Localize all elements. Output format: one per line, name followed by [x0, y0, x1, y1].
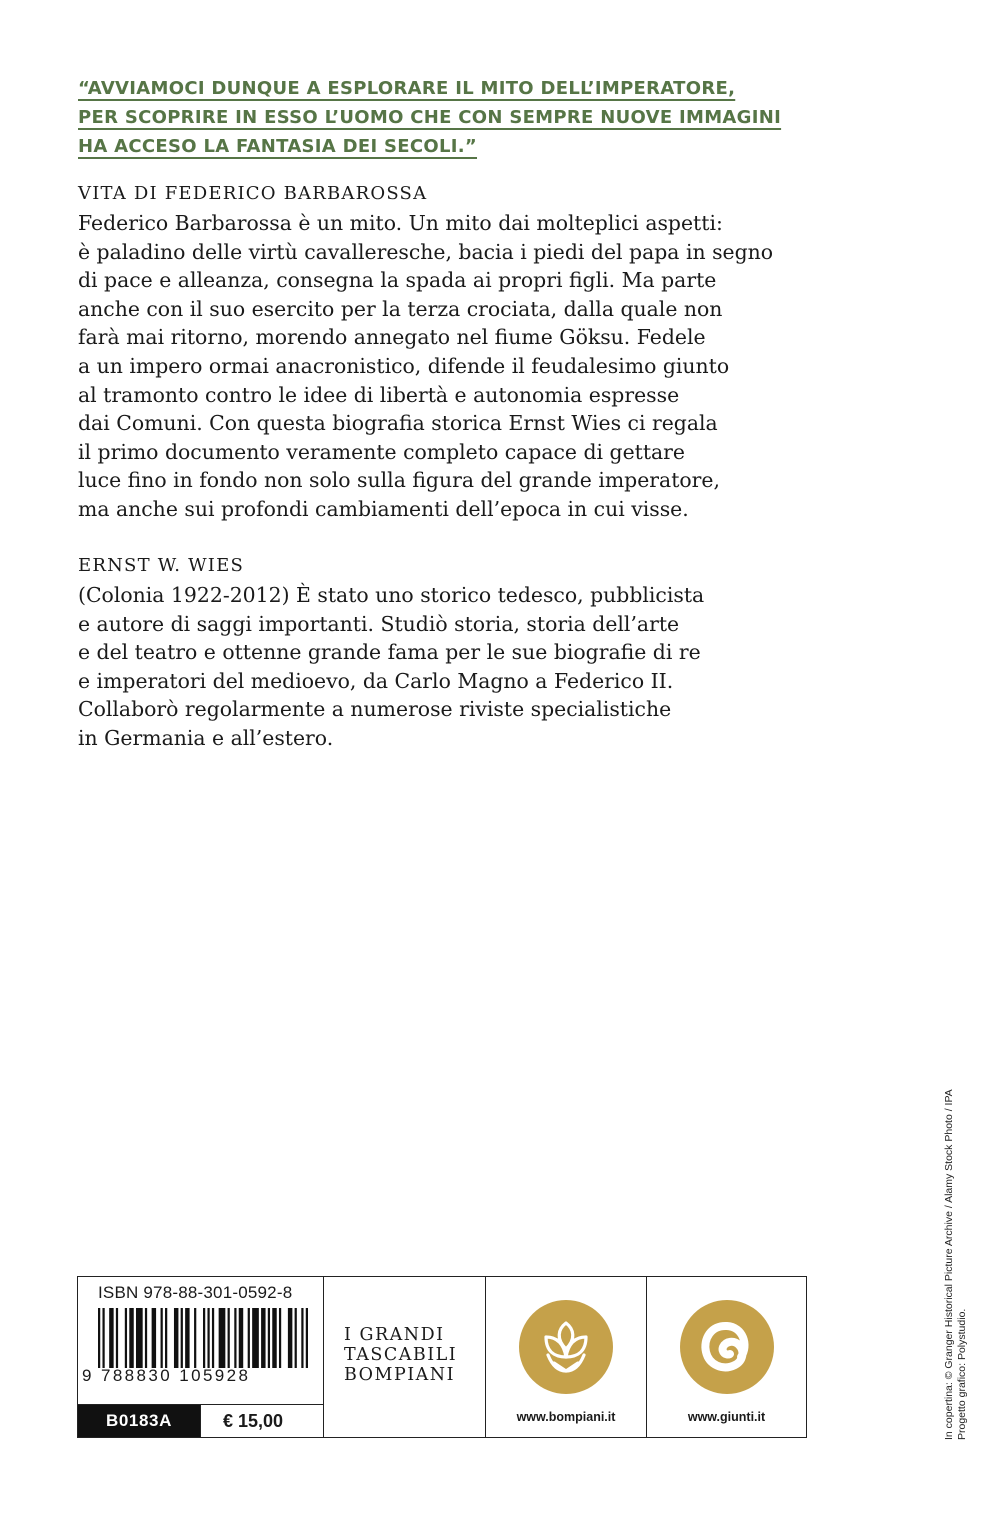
series-line: BOMPIANI [344, 1365, 456, 1385]
barcode-icon [98, 1308, 308, 1368]
lotus-flower-icon [518, 1299, 614, 1395]
bio-line: in Germania e all’estero. [78, 725, 334, 750]
blurb-line: il primo documento veramente completo capace di gettare [78, 439, 685, 464]
blurb-line: al tramonto contro le idee di libertà e autonomia espresse [78, 382, 680, 407]
blurb-line: di pace e alleanza, consegna la spada ai propri figli. Ma parte [78, 268, 717, 293]
bio-line: Collaborò regolarmente a numerose riviste specialistiche [78, 697, 672, 722]
bio-line: e del teatro e ottenne grande fama per le sue biografie di re [78, 640, 701, 665]
blurb-line: anche con il suo esercito per la terza crociata, dalla quale non [78, 296, 723, 321]
blurb-line: è paladino delle virtù cavalleresche, bacia i piedi del papa in segno [78, 239, 774, 264]
barcode-block [78, 1277, 324, 1437]
barcode-digits: 9 788830 105928 [82, 1366, 251, 1385]
blurb-line: dai Comuni. Con questa biografia storica Ernst Wies ci regala [78, 411, 718, 436]
design-credit: Progetto grafico: Polystudio. [956, 1308, 968, 1440]
quote-line: “AVVIAMOCI DUNQUE A ESPLORARE IL MITO DELL’IMPERATORE, [78, 78, 736, 99]
author-name-heading: ERNST W. WIES [78, 555, 244, 576]
series-line: I GRANDI [344, 1325, 445, 1345]
blurb-line: farà mai ritorno, morendo annegato nel fiume Göksu. Fedele [78, 325, 706, 350]
cover-credits [943, 1060, 973, 1440]
cover-photo-credit: In copertina: © Granger Historical Picture Archive / Alamy Stock Photo / IPA [943, 1089, 955, 1440]
bio-line: (Colonia 1922-2012) È stato uno storico tedesco, pubblicista [78, 583, 705, 607]
bio-line: e autore di saggi importanti. Studiò storia, storia dell’arte [78, 611, 680, 636]
quote-line: PER SCOPRIRE IN ESSO L’UOMO CHE CON SEMPRE NUOVE IMMAGINI [78, 107, 782, 128]
book-title-heading: VITA DI FEDERICO BARBAROSSA [78, 183, 428, 204]
author-bio [78, 553, 838, 753]
bompiani-block [486, 1277, 647, 1437]
back-cover-footer [77, 1276, 807, 1438]
bio-line: e imperatori del medioevo, da Carlo Magno a Federico II. [78, 668, 674, 693]
blurb-line: ma anche sui profondi cambiamenti dell’epoca in cui visse. [78, 496, 689, 521]
spiral-icon [679, 1299, 775, 1395]
series-name [344, 1325, 457, 1385]
isbn-label: ISBN 978-88-301-0592-8 [98, 1283, 293, 1302]
product-code: B0183A [78, 1405, 200, 1437]
giunti-block [647, 1277, 806, 1437]
bompiani-website: www.bompiani.it [516, 1410, 616, 1424]
book-description [78, 181, 838, 524]
series-line: TASCABILI [344, 1345, 458, 1365]
pull-quote [78, 74, 838, 161]
giunti-website: www.giunti.it [687, 1410, 766, 1424]
code-price-row [78, 1404, 323, 1437]
author-text [78, 581, 838, 753]
blurb-line: a un impero ormai anacronistico, difende il feudalesimo giunto [78, 353, 730, 378]
book-blurb [78, 209, 838, 524]
quote-line: HA ACCESO LA FANTASIA DEI SECOLI.” [78, 136, 478, 157]
series-block [324, 1277, 486, 1437]
blurb-line: Federico Barbarossa è un mito. Un mito dai molteplici aspetti: [78, 211, 723, 235]
blurb-line: luce fino in fondo non solo sulla figura del grande imperatore, [78, 468, 720, 493]
price: € 15,00 [200, 1405, 323, 1437]
